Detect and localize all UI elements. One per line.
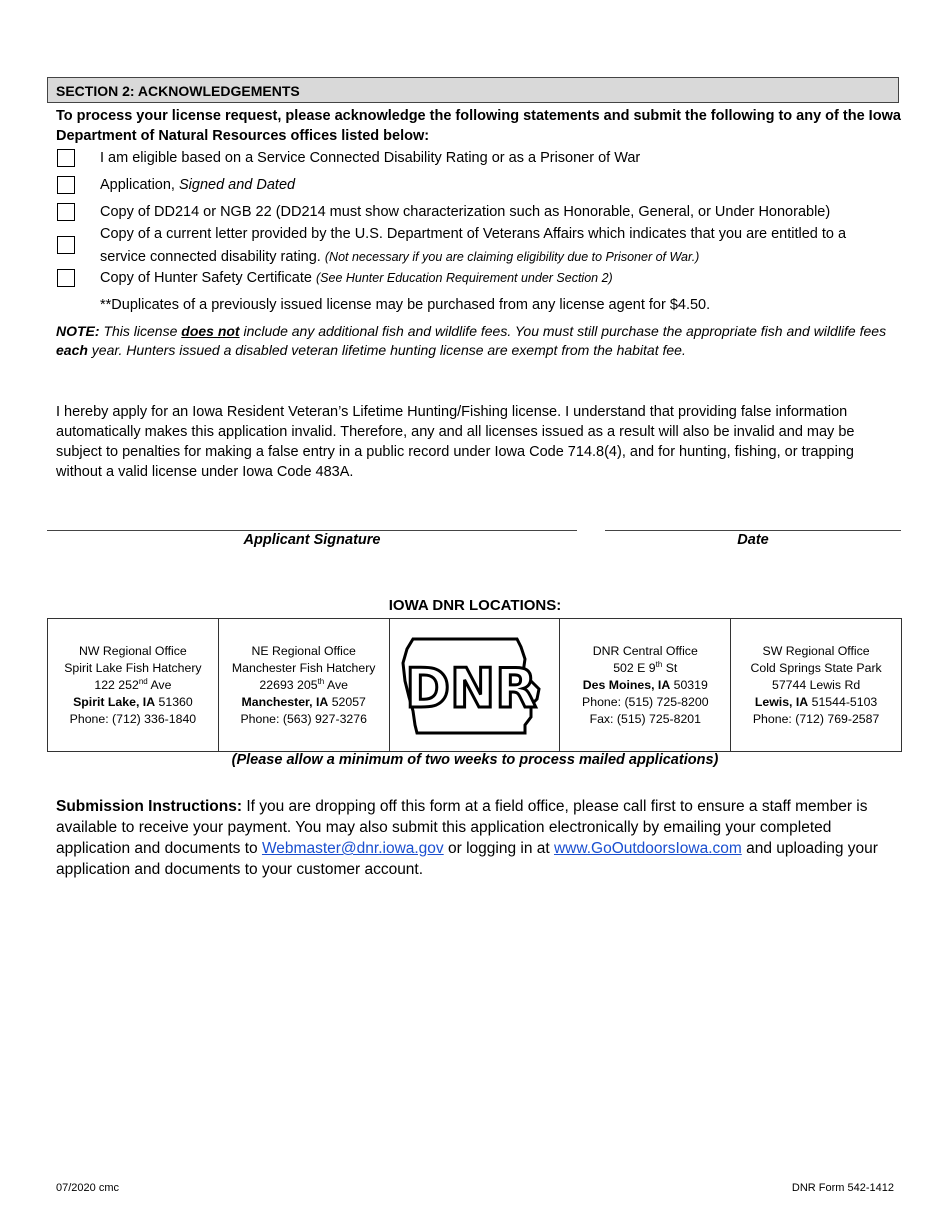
signature-line[interactable] xyxy=(47,530,577,531)
office-ne: NE Regional Office Manchester Fish Hatchery 22693 205th Ave Manchester, IA 52057 Phone: (563) 927-3276 xyxy=(219,619,390,751)
locations-table xyxy=(47,618,902,752)
dnr-logo-icon xyxy=(399,633,549,737)
checklist-item-dd214: Copy of DD214 or NGB 22 (DD214 must show characterization such as Honorable, General, or Under Honorable) xyxy=(100,204,831,220)
office-sw: SW Regional Office Cold Springs State Park 57744 Lewis Rd Lewis, IA 51544-5103 Phone: (712) 769-2587 xyxy=(750,643,882,726)
fee-note: NOTE: This license does not include any additional fish and wildlife fees. You must still purchase the appropriate fish and wildlife fees each year. Hunters issued a disabled veteran lifetime hunting license are exempt from the habitat fee. xyxy=(56,323,887,358)
checklist-item-va-letter: Copy of a current letter provided by the U.S. Department of Veterans Affairs which indicates that you are entitled to a service connected disability rating. (Not necessary if you are claiming eligibility due to Prisoner of War.) xyxy=(100,226,847,265)
email-link[interactable]: Webmaster@dnr.iowa.gov xyxy=(261,840,444,857)
submission-instructions: Submission Instructions: If you are dropping off this form at a field office, please call first to ensure a staff member is available to receive your payment. You may also submit this application electronically by emailing your completed application and documents to Webmaster@dnr.iowa.gov or logging in at www.GoOutdoorsIowa.com and uploading your application and documents to your customer account. xyxy=(56,798,878,878)
date-line[interactable] xyxy=(605,530,901,531)
checkbox-va-letter[interactable] xyxy=(57,236,75,254)
duplicates-note: **Duplicates of a previously issued license may be purchased from any license agent for $4.50. xyxy=(100,297,711,313)
checkbox-hunter-safety[interactable] xyxy=(57,269,75,287)
intro-text: To process your license request, please acknowledge the following statements and submit the following to any of the Iowa Department of Natural Resources offices listed below: xyxy=(56,108,901,144)
declaration-paragraph: I hereby apply for an Iowa Resident Veteran’s Lifetime Hunting/Fishing license. I understand that providing false information automatically makes this application invalid. Therefore, any and all licenses issued as a result will also be invalid and may be subject to penalties for making a false entry in a public record under Iowa Code 714.8(4), and for hunting, fishing, or trapping without a valid license under Iowa Code 483A. xyxy=(56,404,855,480)
processing-note: (Please allow a minimum of two weeks to process mailed applications) xyxy=(231,752,719,768)
office-nw: NW Regional Office Spirit Lake Fish Hatchery 122 252nd Ave Spirit Lake, IA 51360 Phone: (712) 336-1840 xyxy=(48,619,219,751)
checklist-item-application: Application, Signed and Dated xyxy=(100,177,296,193)
dnr-logo-cell xyxy=(390,619,561,751)
office-central: DNR Central Office 502 E 9th St Des Moines, IA 50319 Phone: (515) 725-8200 Fax: (515) 725-8201 xyxy=(560,619,731,751)
footer-form-number: DNR Form 542-1412 xyxy=(791,1182,894,1194)
signature-label: Applicant Signature xyxy=(243,532,381,548)
locations-title: IOWA DNR LOCATIONS: xyxy=(388,597,562,614)
section-header: SECTION 2: ACKNOWLEDGEMENTS xyxy=(47,77,899,103)
website-link[interactable]: www.GoOutdoorsIowa.com xyxy=(553,840,742,857)
svg-text:DNR: DNR xyxy=(405,657,538,720)
checklist-item-eligibility: I am eligible based on a Service Connected Disability Rating or as a Prisoner of War xyxy=(100,150,641,166)
checkbox-application[interactable] xyxy=(57,176,75,194)
footer-date: 07/2020 cmc xyxy=(56,1182,119,1194)
checkbox-dd214[interactable] xyxy=(57,203,75,221)
checkbox-eligibility[interactable] xyxy=(57,149,75,167)
date-label: Date xyxy=(737,532,769,548)
checklist-item-hunter-safety: Copy of Hunter Safety Certificate (See Hunter Education Requirement under Section 2) xyxy=(100,270,613,286)
